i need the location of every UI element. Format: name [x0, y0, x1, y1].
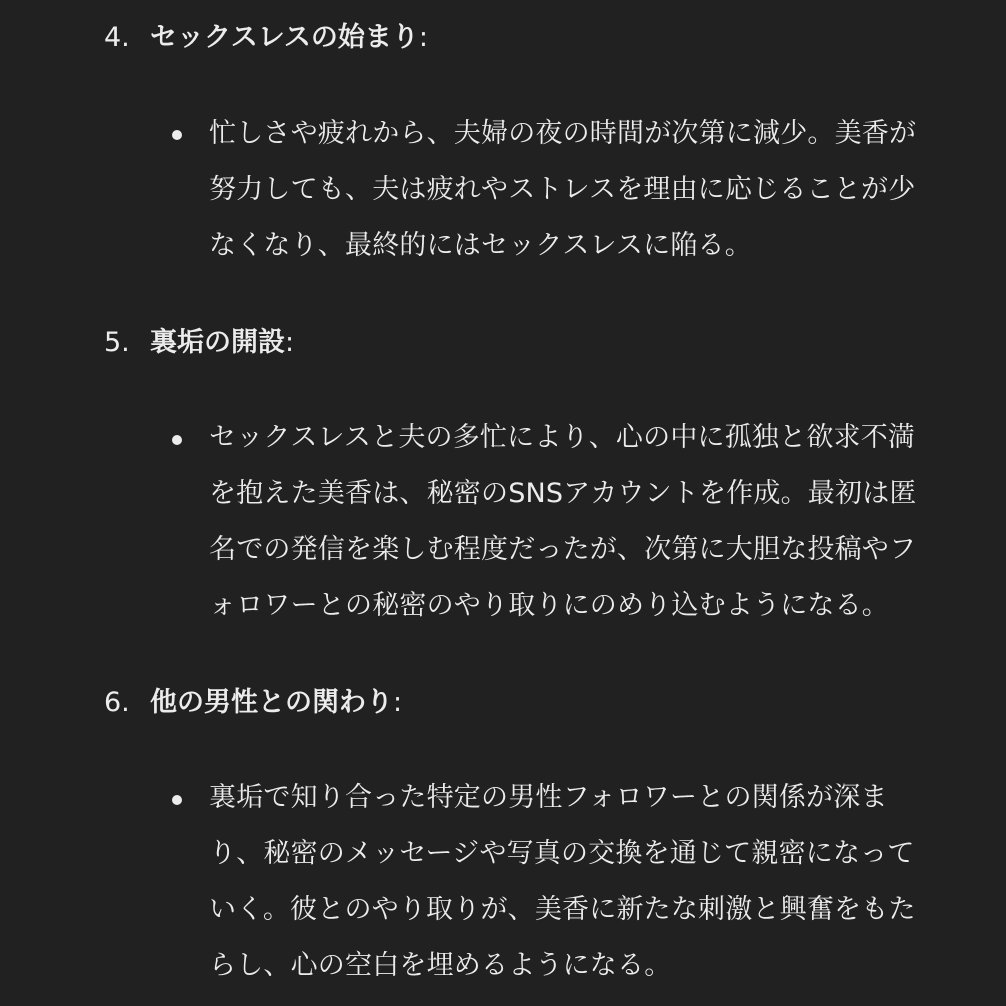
list-number: 4.: [104, 22, 130, 53]
section-title: 裏垢の開設: [150, 327, 285, 358]
title-colon: :: [393, 687, 403, 718]
body-line: 裏垢で知り合った特定の男性フォロワーとの関係が深ま: [209, 782, 888, 813]
bullet-dot-icon: [172, 795, 182, 805]
list-heading-4: [104, 18, 428, 58]
list-heading-6: [104, 683, 402, 723]
body-line: セックスレスと夫の多忙により、心の中に孤独と欲求不満: [209, 422, 916, 453]
title-colon: :: [418, 22, 429, 53]
list-heading-5: [104, 323, 294, 363]
body-line: 努力しても、夫は疲れやストレスを理由に応じることが少: [209, 174, 916, 205]
section-title: 他の男性との関わり: [150, 687, 393, 718]
bullet-dot-icon: [172, 130, 182, 140]
body-line: 名での発信を楽しむ程度だったが、次第に大胆な投稿やフ: [209, 534, 917, 565]
body-line: を抱えた美香は、秘密のSNSアカウントを作成。最初は匿: [209, 478, 917, 509]
body-line: なくなり、最終的にはセックスレスに陥る。: [209, 230, 752, 261]
title-colon: :: [285, 327, 295, 358]
bullet-point: [172, 130, 186, 144]
body-line: らし、心の空白を埋めるようになる。: [209, 950, 672, 981]
body-line: ォロワーとの秘密のやり取りにのめり込むようになる。: [209, 590, 889, 621]
list-number: 5.: [104, 327, 130, 358]
bullet-point: [172, 795, 186, 809]
section-title: セックスレスの始まり: [150, 22, 419, 53]
list-number: 6.: [104, 687, 130, 718]
bullet-dot-icon: [172, 435, 182, 445]
body-line: いく。彼とのやり取りが、美香に新たな刺激と興奮をもた: [209, 894, 916, 925]
body-line: り、秘密のメッセージや写真の交換を通じて親密になって: [209, 838, 915, 869]
bullet-point: [172, 435, 186, 449]
body-line: 忙しさや疲れから、夫婦の夜の時間が次第に減少。美香が: [209, 118, 917, 149]
